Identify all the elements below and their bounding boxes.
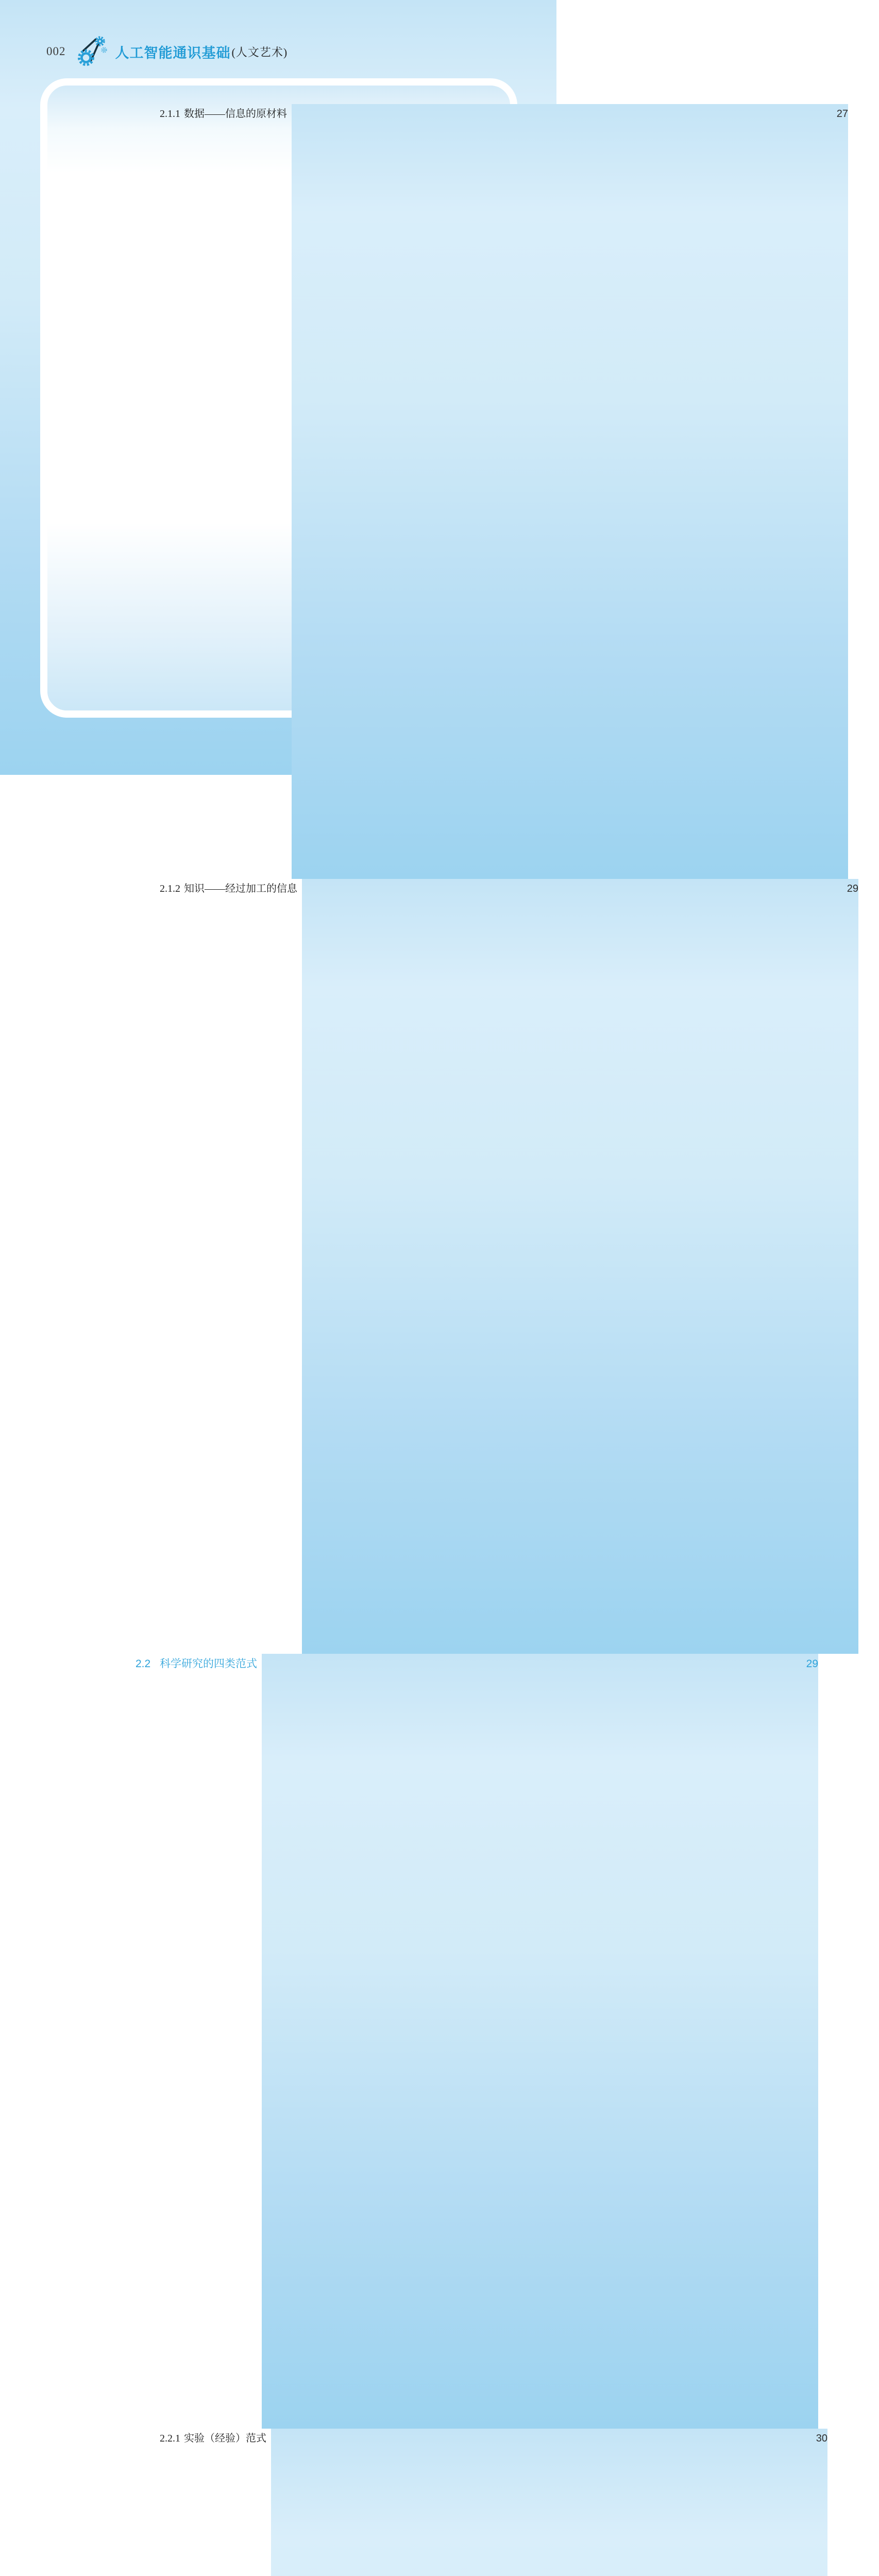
toc-entry-number: 2.2 [136,1658,151,1670]
toc-entry-title: 科学研究的四类范式 [160,1658,257,1670]
toc-entry-page: 29 [302,879,858,1654]
page-number: 002 [46,45,66,58]
toc-entry-title: 知识——经过加工的信息 [184,883,297,894]
toc-entry [95,879,858,1654]
toc-entry-page: 29 [262,1654,818,2429]
toc-list [47,86,858,2576]
toc-entry-number: 2.1.2 [160,883,180,894]
book-subtitle: (人文艺术) [231,45,288,59]
toc-entry-number: 2.2.1 [160,2433,180,2444]
gears-icon [77,36,111,67]
book-title: 人工智能通识基础 [115,45,231,61]
toc-card [40,78,858,2444]
toc-entry [95,1654,818,2429]
toc-entry-page: 27 [292,104,848,879]
toc-entry-title: 数据——信息的原材料 [184,108,287,120]
toc-entry [95,2429,827,2576]
toc-entry-page: 30 [271,2429,827,2576]
toc-entry [95,104,848,879]
toc-entry-number: 2.1.1 [160,108,180,120]
page-header [46,36,288,67]
toc-entry-title: 实验（经验）范式 [184,2433,266,2444]
